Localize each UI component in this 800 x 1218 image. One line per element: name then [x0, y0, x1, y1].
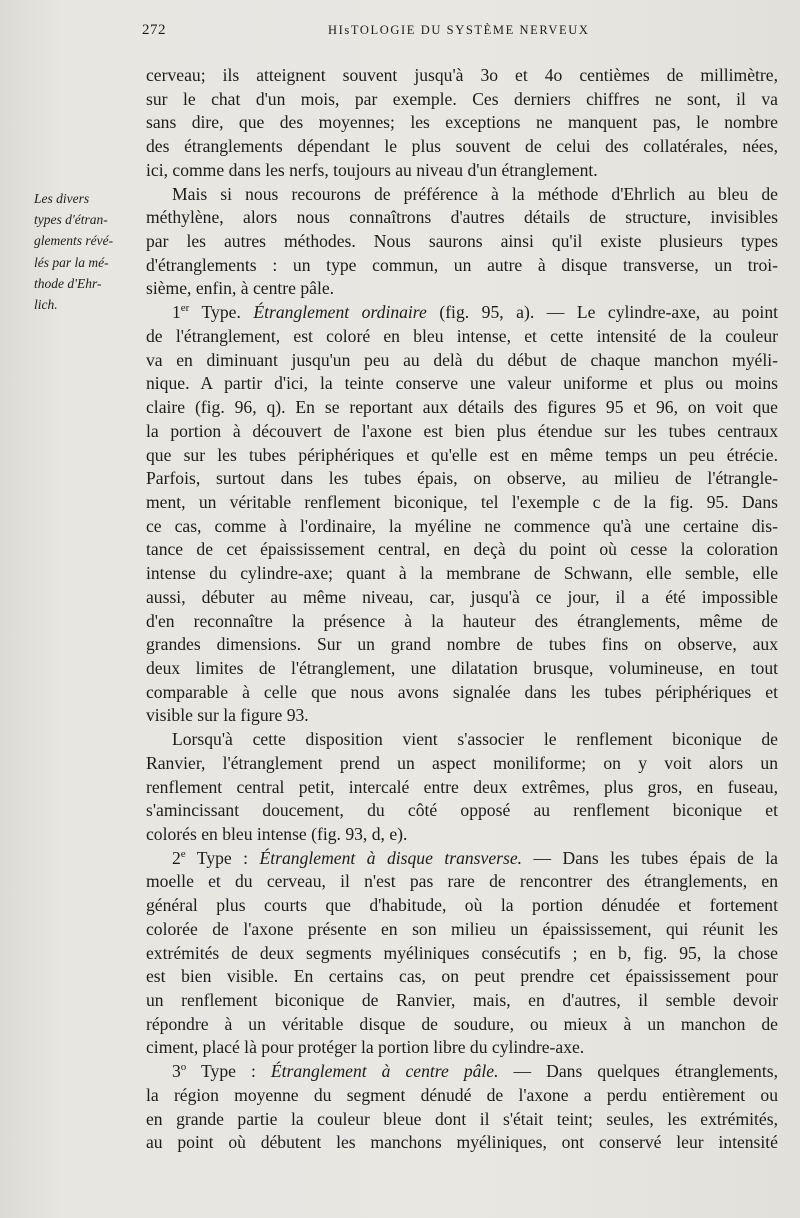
text-line: ciment, placé là pour protéger la portion libre du cylindre-axe. — [146, 1037, 585, 1058]
text-line: s'amincissant doucement, du côté opposé au renflement biconique et — [146, 800, 778, 821]
marginal-note — [34, 188, 134, 315]
heading-label: Type : — [186, 1061, 256, 1082]
text-line: Lorsqu'à cette disposition vient s'associer le renflement biconique de — [172, 729, 778, 750]
heading-title: Étranglement à disque transverse. — [259, 847, 523, 868]
text-line: Parfois, surtout dans les tubes épais, on observe, au milieu de l'étrangle- — [146, 468, 778, 489]
text-line: colorée de l'axone présente en son milieu un épaississement, qui réunit les — [146, 918, 778, 939]
text-line: deux limites de l'étranglement, une dilatation brusque, volumineuse, en tout — [146, 657, 778, 678]
text-line: des étranglements dépendant le plus souvent de celui des collatérales, nées, — [146, 136, 778, 157]
text-line: général plus courts que d'habitude, où la portion dénudée et fortement — [146, 895, 778, 916]
text-line: Mais si nous recourons de préférence à la méthode d'Ehrlich au bleu de — [172, 183, 778, 204]
text-line: la portion à découvert de l'axone est bien plus étendue sur les tubes centraux — [146, 420, 778, 441]
heading-number: 3 — [172, 1061, 181, 1082]
text-line: renflement central petit, intercalé entre deux extrêmes, plus gros, en fuseau, — [146, 776, 778, 797]
marginal-note-line: lés par la mé- — [34, 254, 109, 270]
running-title: HIsTOLOGIE DU SYSTÈME NERVEUX — [328, 23, 590, 37]
heading-title: Étranglement ordinaire — [253, 302, 427, 323]
heading-continuation: — Dans quelques étranglements, — [498, 1061, 778, 1082]
text-line: que sur les tubes périphériques et qu'elle est en même temps un peu étrécie. — [146, 444, 778, 465]
text-line: ici, comme dans les nerfs, toujours au niveau d'un étranglement. — [146, 159, 598, 180]
text-line: extrémités de deux segments myéliniques consécutifs ; en b, fig. 95, la chose — [146, 942, 778, 963]
heading-label: Type : — [185, 847, 249, 868]
text-line: répondre à un véritable disque de soudure, ou mieux à un manchon de — [146, 1013, 778, 1034]
text-line: sième, enfin, à centre pâle. — [146, 278, 335, 299]
heading-superscript: er — [180, 302, 190, 315]
text-line: sur le chat d'un mois, par exemple. Ces derniers chiffres ne sont, il va — [146, 88, 778, 109]
paragraph — [146, 64, 778, 183]
body-text — [146, 64, 778, 1155]
paragraph — [146, 728, 778, 847]
page-number: 272 — [142, 22, 166, 38]
text-line — [146, 1060, 778, 1084]
text-line: va en diminuant jusqu'un peu au delà du début de chaque manchon myéli- — [146, 349, 778, 370]
marginal-note-line: Les divers — [34, 191, 90, 206]
text-line: grandes dimensions. Sur un grand nombre de tubes fins on observe, aux — [146, 634, 778, 655]
marginal-note-line: thode d'Ehr- — [34, 275, 102, 291]
text-line: au point où débutent les manchons myéliniques, ont conservé leur intensité — [146, 1132, 778, 1153]
text-line: d'en reconnaître la présence à la hauteur des étranglements, même de — [146, 610, 778, 631]
text-line: aussi, débuter au même niveau, car, jusqu'à ce jour, il a été impossible — [146, 586, 778, 607]
text-line: en grande partie la couleur bleue dont il s'était teint; seules, les extrémités, — [146, 1108, 778, 1129]
text-line: est bien visible. En certains cas, on peut prendre cet épaississement pour — [146, 966, 778, 987]
heading-title: Étranglement à centre pâle. — [270, 1061, 499, 1082]
text-line — [146, 301, 778, 325]
heading-continuation: (fig. 95, a). — Le cylindre-axe, au point — [426, 302, 778, 323]
text-line: cerveau; ils atteignent souvent jusqu'à 3o et 4o centièmes de millimètre, — [146, 65, 778, 85]
heading-number: 1 — [172, 302, 181, 323]
text-line: d'étranglements : un type commun, un autre à disque transverse, un troi- — [146, 254, 778, 275]
text-line: claire (fig. 96, q). En se reportant aux détails des figures 95 et 96, on voit que — [146, 397, 778, 418]
marginal-note-line: glements révé- — [34, 233, 114, 249]
paragraph-type-3 — [146, 1060, 778, 1155]
text-line: sans dire, que des moyennes; les exceptions ne manquent pas, le nombre — [146, 112, 778, 133]
text-line: tance de cet épaississement central, en deçà du point où cesse la coloration — [146, 539, 778, 560]
text-line: méthylène, alors nous connaîtrons d'autres détails de structure, invisibles — [146, 207, 778, 228]
text-line: par les autres méthodes. Nous saurons ainsi qu'il existe plusieurs types — [146, 231, 778, 252]
paragraph-type-1 — [146, 301, 778, 728]
page-header — [0, 22, 800, 44]
text-line: nique. A partir d'ici, la teinte conserve une valeur uniforme et plus ou moins — [146, 373, 778, 394]
text-line: intense du cylindre-axe; quant à la membrane de Schwann, elle semble, elle — [146, 563, 778, 584]
text-line: la région moyenne du segment dénudé de l'axone a perdu entièrement ou — [146, 1084, 778, 1105]
heading-label: Type. — [189, 302, 241, 323]
heading-number: 2 — [172, 847, 181, 868]
heading-superscript: o — [180, 1061, 187, 1074]
heading-superscript: e — [180, 847, 186, 860]
text-line — [146, 847, 778, 871]
text-line: ce cas, comme à l'ordinaire, la myéline ne commence qu'à une certaine dis- — [146, 515, 778, 536]
text-line: de l'étranglement, est coloré en bleu intense, et cette intensité de la couleur — [146, 325, 778, 346]
marginal-note-line: types d'étran- — [34, 212, 108, 228]
heading-continuation: — Dans les tubes épais de la — [522, 847, 778, 868]
text-line: un renflement biconique de Ranvier, mais, en d'autres, il semble devoir — [146, 990, 778, 1011]
text-line: colorés en bleu intense (fig. 93, d, e). — [146, 824, 408, 844]
text-line: visible sur la figure 93. — [146, 705, 309, 726]
text-line: ment, un véritable renflement biconique, tel l'exemple c de la fig. 95. Dans — [146, 491, 778, 512]
text-line: Ranvier, l'étranglement prend un aspect moniliforme; on y voit alors un — [146, 752, 778, 773]
paragraph-type-2 — [146, 847, 778, 1060]
text-line: comparable à celle que nous avons signalée dans les tubes périphériques et — [146, 681, 778, 702]
paragraph — [146, 183, 778, 302]
text-line: moelle et du cerveau, il n'est pas rare de rencontrer des étranglements, en — [146, 871, 778, 892]
marginal-note-line: lich. — [34, 297, 58, 313]
